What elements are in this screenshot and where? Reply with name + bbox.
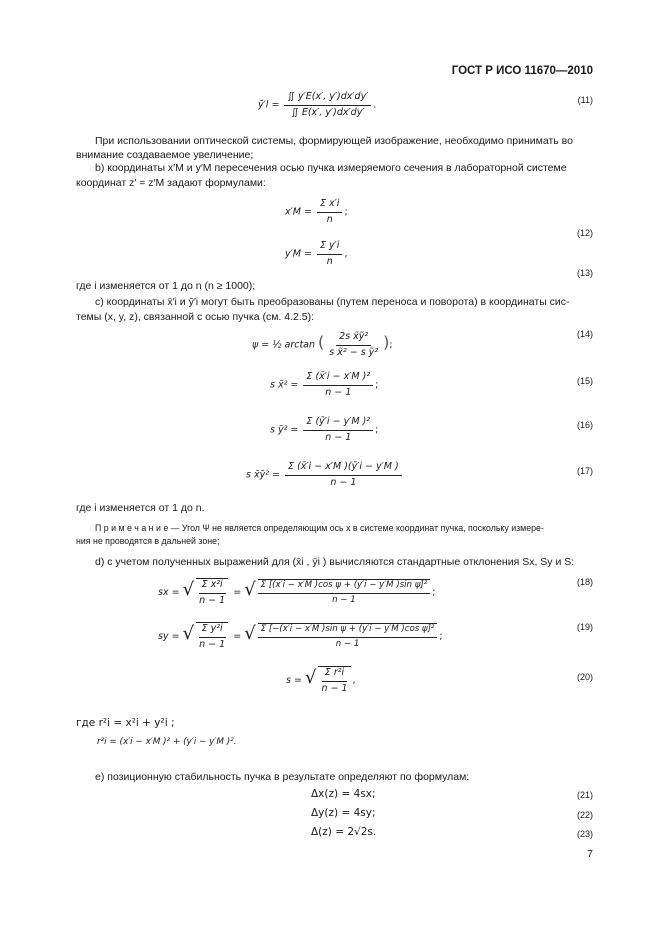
eq18-fraction-1 [196, 578, 228, 607]
eq16-numerator: Σ (ȳ′i − y′M )² [303, 416, 373, 431]
eq19-fraction-2 [258, 623, 438, 650]
equation-number-20: (20) [576, 672, 593, 682]
equation-number-17: (17) [576, 466, 593, 476]
eq13-numerator: Σ y′i [317, 240, 342, 255]
eq14-lhs: ψ = ½ arctan [252, 339, 316, 351]
eq14-fraction [326, 331, 381, 359]
equation-number-19: (19) [576, 622, 593, 632]
eq19-denominator-1: n − 1 [199, 638, 226, 650]
eq11-fraction [284, 91, 371, 119]
eq14-numerator: 2s x̃ỹ² [336, 331, 371, 346]
eq20-fraction [318, 666, 350, 695]
eq18-lhs: sx = [158, 587, 180, 599]
eq15-numerator: Σ (x̄′i − x′M )² [303, 371, 373, 386]
equation-11 [258, 91, 376, 119]
eq19-fraction-1 [196, 622, 228, 651]
eq20-denominator: n − 1 [321, 682, 348, 694]
eq17-fraction [285, 461, 402, 489]
eq18-sqrt-2: √ [244, 579, 256, 601]
document-header: ГОСТ Р ИСО 11670—2010 [451, 65, 593, 77]
eq13-tail: , [344, 248, 348, 260]
note-line2: ния не проводятся в дальней зоне; [76, 536, 220, 546]
equation-number-22: (22) [576, 810, 593, 820]
paragraph-d: d) с учетом полученных выражений для (x̄i , ȳi ) вычисляются стандартные отклонения Sx, Sy и S: [95, 556, 575, 568]
paragraph-c-line1: c) координаты x̄′i и ȳ′i могут быть преобразованы (путем переноса и поворота) в координаты сис- [95, 296, 570, 308]
eq17-denominator: n − 1 [330, 476, 357, 488]
equation-17 [246, 461, 404, 489]
page-number: 7 [587, 848, 593, 860]
note-line1: П р и м е ч а н и е — Угол Ψ не является определяющим ось x в системе координат пучка, поскольку измере- [95, 523, 544, 533]
eq13-denominator: n [326, 255, 333, 267]
equation-number-12: (12) [576, 228, 593, 238]
eq15-tail: ; [375, 379, 379, 391]
eq19-numerator-1: Σ y²i [199, 623, 226, 638]
eq19-numerator-2: Σ [−(x′i − x′M )sin ψ + (y′i − y′M )cos ψ]² [258, 624, 438, 637]
equation-14 [252, 331, 393, 359]
paragraph-b-line2: координат z′ = z′M задают формулами: [76, 177, 266, 189]
eq20-tail: , [352, 675, 356, 687]
paragraph-e: e) позиционную стабильность пучка в результате определяют по формулам: [95, 771, 470, 783]
eq20-lhs: s = [286, 675, 302, 687]
eq20-sqrt: √ [304, 667, 317, 689]
eq12-numerator: Σ x′i [317, 198, 342, 213]
eq14-left-paren: ( [318, 332, 325, 352]
eq18-denominator-1: n − 1 [199, 594, 226, 606]
eq14-tail: ; [389, 339, 393, 351]
eq12-tail: ; [344, 206, 348, 218]
equation-15 [270, 371, 378, 399]
equation-16 [270, 416, 378, 444]
eq12-lhs: x′M = [285, 206, 312, 218]
eq18-tail: ; [432, 587, 436, 599]
equation-number-15: (15) [576, 376, 593, 386]
eq11-numerator: ∬ y′E(x′, y′)dx′dy′ [284, 91, 371, 106]
eq18-fraction-2 [258, 579, 431, 606]
paragraph-where-r: где r²i = x²i + y²i ; [76, 717, 175, 729]
equation-number-21: (21) [576, 790, 593, 800]
eq11-tail: . [373, 99, 377, 111]
eq13-lhs: y′M = [285, 248, 312, 260]
equation-12 [285, 198, 348, 226]
eq16-lhs: s ỹ² = [270, 424, 299, 436]
paragraph-b-line1: b) координаты x′M и y′M пересечения осью пучка измеряемого сечения в лабораторной системе [95, 162, 567, 174]
equation-number-18: (18) [576, 577, 593, 587]
eq12-fraction [317, 198, 342, 226]
equation-13 [285, 240, 347, 268]
eq19-equals: = [233, 631, 242, 643]
eq15-lhs: s x̃² = [270, 379, 299, 391]
eq20-numerator: Σ r²i [322, 667, 347, 682]
paragraph-i-range-1: где i изменяется от 1 до n (n ≥ 1000); [76, 280, 256, 292]
equation-number-14: (14) [576, 329, 593, 339]
eq11-lhs: ȳ′l = [258, 99, 280, 111]
eq16-fraction [303, 416, 373, 444]
eq11-denominator: ∬ E(x′, y′)dx′dy′ [291, 106, 365, 118]
equation-18 [158, 578, 435, 607]
eq18-denominator-2: n − 1 [332, 594, 356, 605]
eq19-denominator-2: n − 1 [335, 638, 360, 649]
eq12-denominator: n [326, 213, 333, 225]
equation-number-16: (16) [576, 420, 593, 430]
eq15-denominator: n − 1 [325, 386, 352, 398]
paragraph-r-definition: r²i = (x′i − x′M )² + (y′i − y′M )². [97, 737, 237, 747]
eq13-fraction [317, 240, 342, 268]
equation-number-23: (23) [576, 829, 593, 839]
eq18-numerator-1: Σ x²i [199, 579, 226, 594]
eq17-numerator: Σ (x̄′i − x′M )(ȳ′i − y′M ) [285, 461, 402, 476]
equation-19 [158, 622, 443, 651]
eq17-lhs: s x̃ỹ² = [246, 469, 281, 481]
equation-number-11: (11) [577, 95, 593, 105]
eq16-denominator: n − 1 [325, 431, 352, 443]
equation-20 [286, 666, 356, 695]
eq19-sqrt-2: √ [244, 623, 256, 645]
equation-23: Δ(z) = 2√2s. [311, 826, 377, 838]
eq18-numerator-2: Σ [(x′i − x′M )cos ψ + (y′i − y′M )sin ψ]² [258, 580, 431, 593]
paragraph-i-range-2: где i изменяется от 1 до n. [76, 502, 205, 514]
equation-21: Δx(z) = 4sx; [311, 788, 376, 800]
eq14-denominator: s x̃² − s ỹ² [329, 346, 379, 358]
eq16-tail: ; [375, 424, 379, 436]
equation-number-13: (13) [576, 268, 593, 278]
eq19-lhs: sy = [158, 631, 180, 643]
eq15-fraction [303, 371, 373, 399]
eq19-tail: ; [439, 631, 443, 643]
eq19-sqrt-1: √ [182, 623, 195, 645]
equation-22: Δy(z) = 4sy; [311, 807, 376, 819]
paragraph-optics: При использовании оптической системы, формирующей изображение, необходимо принимать во внимание создаваемое увеличение; [76, 135, 573, 161]
paragraph-c-line2: темы (x, y, z), связанной с осью пучка (см. 4.2.5): [76, 311, 315, 323]
eq18-sqrt-1: √ [182, 579, 195, 601]
eq18-equals: = [233, 587, 242, 599]
eq14-right-paren: ) [383, 332, 390, 352]
